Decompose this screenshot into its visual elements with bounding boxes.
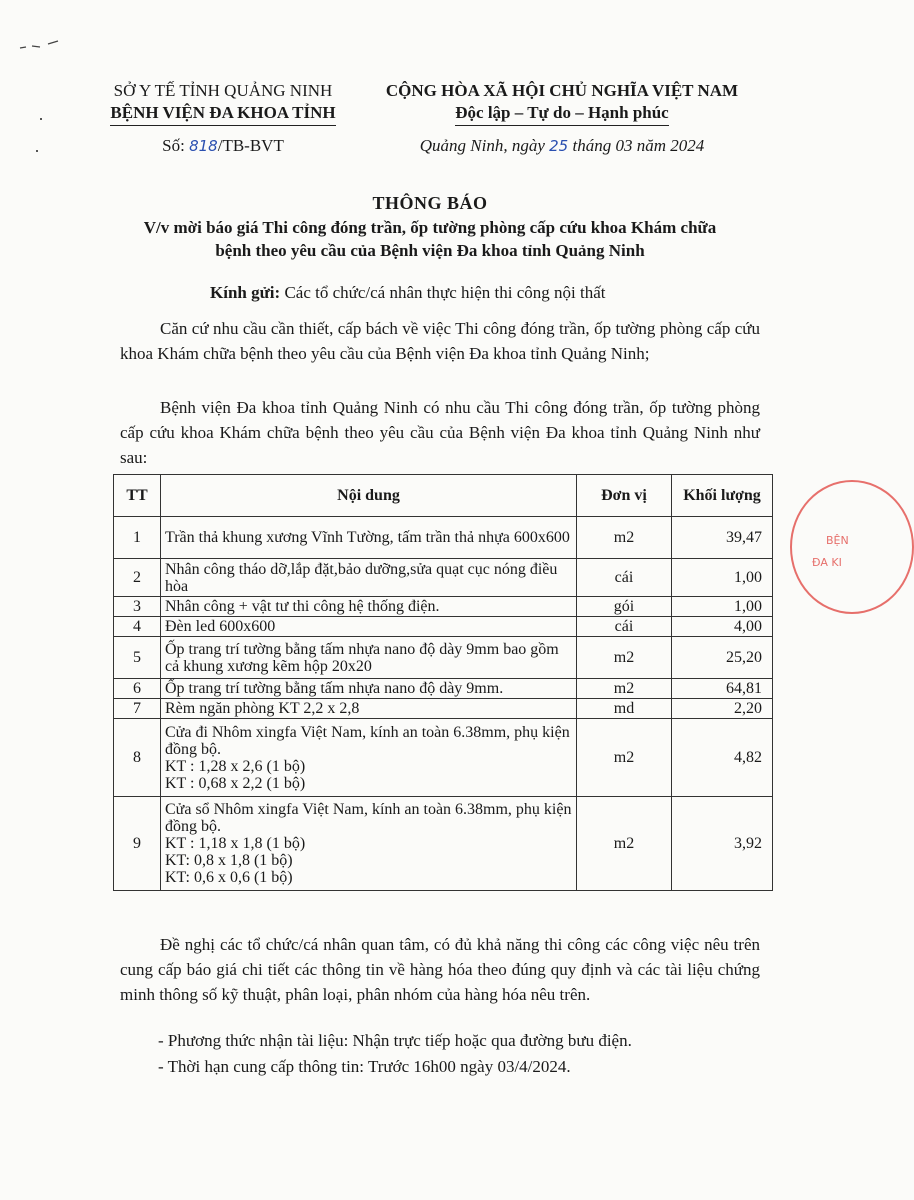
row-qty: 2,20	[672, 699, 773, 719]
row-tt: 4	[114, 617, 161, 637]
row-unit: m2	[577, 679, 672, 699]
scan-dot	[36, 150, 38, 152]
content-line: Rèm ngăn phòng KT 2,2 x 2,8	[165, 700, 360, 717]
row-unit: cái	[577, 617, 672, 637]
recipient-text: Các tổ chức/cá nhân thực hiện thi công nội thất	[280, 283, 606, 302]
row-tt: 5	[114, 637, 161, 679]
row-content	[161, 617, 577, 637]
content-line: KT : 0,68 x 2,2 (1 bộ)	[165, 774, 306, 792]
row-content	[161, 679, 577, 699]
org-line-1: SỞ Y TẾ TỈNH QUẢNG NINH	[113, 81, 333, 100]
recipient	[210, 283, 605, 303]
row-unit: gói	[577, 597, 672, 617]
document-title: THÔNG BÁO	[372, 193, 488, 213]
table-row	[114, 517, 773, 559]
content-line: Ốp trang trí tường bằng tấm nhựa nano độ dày 9mm bao gồm cả khung xương kẽm hộp 20x20	[165, 640, 559, 675]
row-qty: 1,00	[672, 597, 773, 617]
row-qty: 64,81	[672, 679, 773, 699]
row-content	[161, 597, 577, 617]
quotation-table	[113, 474, 773, 891]
recipient-label: Kính gửi:	[210, 283, 281, 302]
row-content	[161, 797, 577, 891]
table-row	[114, 637, 773, 679]
row-unit: m2	[577, 719, 672, 797]
content-line: Cửa sổ Nhôm xingfa Việt Nam, kính an toàn 6.38mm, phụ kiện đồng bộ.	[165, 801, 572, 835]
row-tt: 3	[114, 597, 161, 617]
paragraph-invitation: Đề nghị các tổ chức/cá nhân quan tâm, có đủ khả năng thi công các công việc nêu trên cung cấp báo giá chi tiết các thông tin về hàng hóa theo đúng quy định và các tài liệu chứng minh thông số kỹ thuật, phân loại, phân nhóm của hàng hóa nêu trên.	[120, 935, 760, 1004]
scan-dot	[40, 118, 42, 120]
table-row	[114, 719, 773, 797]
content-line: Nhân công + vật tư thi công hệ thống điện.	[165, 598, 440, 615]
col-qty: Khối lượng	[672, 475, 773, 517]
handwritten-day: 25	[549, 137, 569, 155]
row-content	[161, 699, 577, 719]
content-line: Nhân công tháo dỡ,lắp đặt,bảo dưỡng,sửa quạt cục nóng điều hòa	[165, 560, 558, 595]
row-qty: 3,92	[672, 797, 773, 891]
content-line: Đèn led 600x600	[165, 618, 276, 635]
row-unit: md	[577, 699, 672, 719]
bullet-deadline: - Thời hạn cung cấp thông tin: Trước 16h00 ngày 03/4/2024.	[158, 1057, 571, 1076]
nation-line-1: CỘNG HÒA XÃ HỘI CHỦ NGHĨA VIỆT NAM	[385, 81, 739, 100]
document-date: Quảng Ninh, ngày 25 tháng 03 năm 2024	[419, 136, 705, 155]
content-line: KT : 1,28 x 2,6 (1 bộ)	[165, 757, 306, 775]
table-row	[114, 797, 773, 891]
org-line-2: BỆNH VIỆN ĐA KHOA TỈNH	[110, 102, 335, 126]
row-qty: 1,00	[672, 559, 773, 597]
national-motto	[360, 80, 764, 126]
issuing-organization	[92, 80, 354, 126]
content-line: KT: 0,8 x 1,8 (1 bộ)	[165, 852, 293, 869]
row-qty: 4,82	[672, 719, 773, 797]
row-qty: 25,20	[672, 637, 773, 679]
official-stamp	[790, 480, 914, 614]
bullet-receive-method: - Phương thức nhận tài liệu: Nhận trực tiếp hoặc qua đường bưu điện.	[158, 1031, 632, 1050]
row-tt: 9	[114, 797, 161, 891]
content-line: Cửa đi Nhôm xingfa Việt Nam, kính an toàn 6.38mm, phụ kiện đồng bộ.	[165, 723, 570, 758]
table-row	[114, 617, 773, 637]
row-unit: m2	[577, 517, 672, 559]
document-subject: V/v mời báo giá Thi công đóng trần, ốp tường phòng cấp cứu khoa Khám chữa bệnh theo yêu cầu của Bệnh viện Đa khoa tỉnh Quảng Ninh	[143, 218, 717, 260]
row-tt: 2	[114, 559, 161, 597]
stamp-text: BỆN	[826, 534, 849, 547]
handwritten-number: 818	[189, 137, 218, 155]
scan-mark	[18, 38, 62, 52]
row-tt: 7	[114, 699, 161, 719]
paragraph-basis: Căn cứ nhu cầu cần thiết, cấp bách về việc Thi công đóng trần, ốp tường phòng cấp cứu khoa Khám chữa bệnh theo yêu cầu của Bệnh viện Đa khoa tỉnh Quảng Ninh;	[120, 319, 760, 363]
document-number: Số: 818/TB-BVT	[162, 136, 284, 155]
col-content: Nội dung	[161, 475, 577, 517]
content-line: KT: 0,6 x 0,6 (1 bộ)	[165, 869, 293, 886]
row-content	[161, 637, 577, 679]
row-qty: 39,47	[672, 517, 773, 559]
row-content	[161, 559, 577, 597]
col-unit: Đơn vị	[577, 475, 672, 517]
row-tt: 8	[114, 719, 161, 797]
row-unit: cái	[577, 559, 672, 597]
table-header-row	[114, 475, 773, 517]
content-line: KT : 1,18 x 1,8 (1 bộ)	[165, 835, 306, 852]
row-unit: m2	[577, 637, 672, 679]
paragraph-request: Bệnh viện Đa khoa tỉnh Quảng Ninh có nhu cầu Thi công đóng trần, ốp tường phòng cấp cứu khoa Khám chữa bệnh theo yêu cầu của Bệnh viện Đa khoa tỉnh Quảng Ninh như sau:	[120, 398, 760, 467]
table-row	[114, 597, 773, 617]
row-content	[161, 517, 577, 559]
stamp-text: ĐA KI	[812, 556, 842, 569]
row-tt: 6	[114, 679, 161, 699]
row-content	[161, 719, 577, 797]
table-row	[114, 699, 773, 719]
row-unit: m2	[577, 797, 672, 891]
content-line: Trần thả khung xương Vĩnh Tường, tấm trần thả nhựa 600x600	[165, 529, 570, 546]
table-row	[114, 679, 773, 699]
row-tt: 1	[114, 517, 161, 559]
content-line: Ốp trang trí tường bằng tấm nhựa nano độ dày 9mm.	[165, 680, 504, 697]
row-qty: 4,00	[672, 617, 773, 637]
col-tt: TT	[114, 475, 161, 517]
table-row	[114, 559, 773, 597]
nation-line-2: Độc lập – Tự do – Hạnh phúc	[455, 102, 668, 126]
